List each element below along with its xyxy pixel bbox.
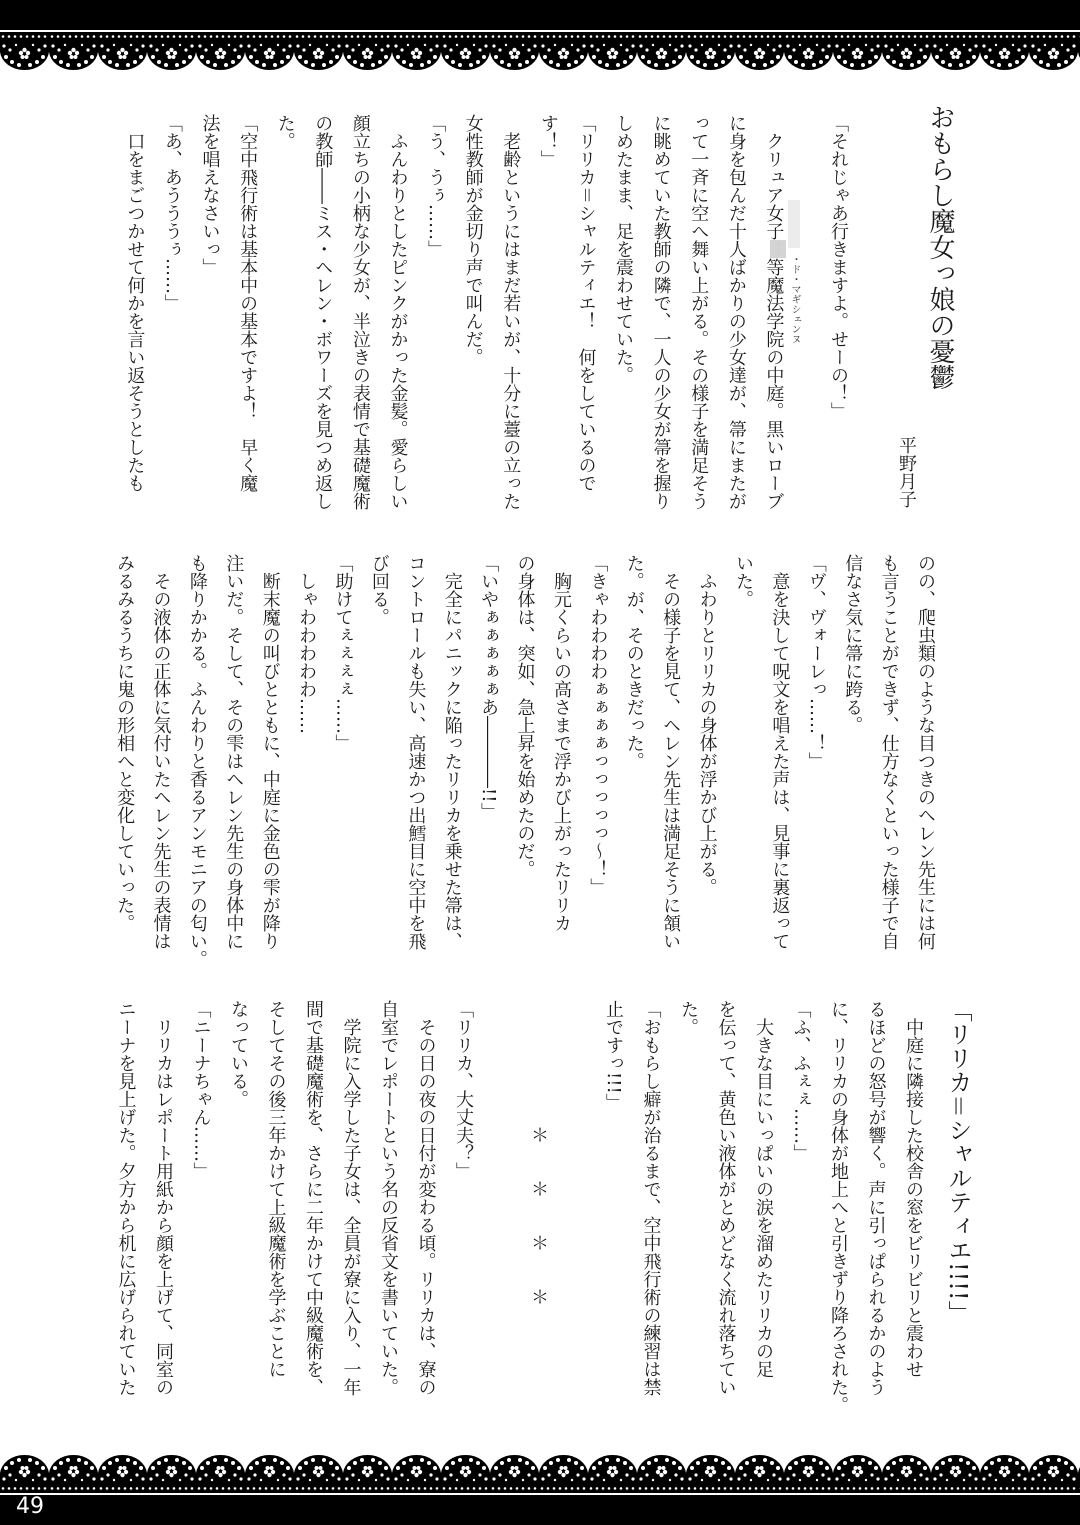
text-line: 中庭に隣接した校舎の窓をビリビリと震わせ [903, 1000, 924, 1378]
text-line: に眺めていた教師の隣で、一人の少女が箒を握り [650, 114, 672, 510]
text-line: 老齢というにはまだ若いが、十分に薹の立った [500, 114, 522, 510]
text-line: 注いだ。そして、その雫はヘレン先生の身体中に [223, 554, 245, 950]
text-segment: 等魔法学院の中庭。黒いローブ [763, 258, 785, 510]
text-line: いた。 [732, 554, 754, 608]
text-line: 「ふ、ふぇぇ……」 [790, 1000, 812, 1162]
text-line [557, 1000, 595, 1420]
lace-border-bottom [0, 1450, 1080, 1525]
text-line: 「リリカ＝シャルティエ！ 何をしているので [575, 114, 597, 492]
text-line: みるみるうちに鬼の形相へと変化していった。 [114, 554, 136, 932]
text-line: 顔立ちの小柄な少女が、半泣きの表情で基礎魔術 [349, 114, 371, 510]
text-line: そしてその後三年かけて上級魔術を学ぶことに [265, 1000, 287, 1378]
text-line [482, 1000, 520, 1420]
text-line: も言うことができず、仕方なくといった様子で自 [878, 554, 900, 950]
lace-border-top [0, 0, 1080, 75]
text-line: ＊ ＊ ＊ ＊ [528, 1000, 549, 1306]
text-line: 意を決して呪文を唱えた声は、見事に裏返って [769, 554, 791, 950]
text-line [755, 114, 793, 534]
text-line: 間で基礎魔術を、さらに二年かけて中級魔術を、 [303, 1000, 324, 1396]
text-line: コントロールも失い、高速かつ出鱈目に空中を飛 [405, 554, 427, 950]
text-line: の身体は、突如、急上昇を始めたのだ。 [514, 554, 536, 878]
redaction-bar [788, 200, 800, 248]
text-line: 「きゃわわわわぁぁぁぁっっっっっ～！」 [587, 554, 609, 896]
text-line: のの、爬虫類のような目つきのヘレン先生には何 [915, 554, 936, 950]
text-block-bottom [107, 1000, 932, 1420]
text-line: 「おもらし癖が治るまで、空中飛行術の練習は禁 [640, 1000, 662, 1396]
text-line: 信なさ気に箒に跨る。 [842, 554, 864, 734]
text-line: なっている。 [228, 1000, 249, 1108]
text-line: リリカはレポート用紙から顔を上げて、同室の [153, 1000, 174, 1396]
text-line: ふんわりとしたピンクがかった金髪。愛らしい [387, 114, 409, 510]
text-line: た。 [678, 1000, 699, 1036]
text-block-upper [116, 114, 857, 534]
text-line: 口をまごつかせて何かを言い返そうとしたも [124, 114, 146, 492]
text-line: も降りかかる。ふんわりと香るアンモニアの匂い。 [186, 554, 208, 968]
text-line: 「う、うぅ……」 [425, 114, 447, 258]
redaction-mark: [MASK] [770, 240, 786, 258]
text-line: 断末魔の叫びとともに、中庭に金色の雫が降り [259, 554, 281, 950]
text-line: 法を唱えなさいっ」 [199, 114, 221, 276]
text-block-middle [106, 554, 943, 974]
text-line: その様子を見て、ヘレン先生は満足そうに頷い [660, 554, 682, 950]
text-line: た。 [274, 114, 296, 150]
text-line: 止ですっ!!!」 [603, 1000, 624, 1112]
text-line: るほどの怒号が響く。声に引っぱられるかのよう [865, 1000, 887, 1396]
text-line: 「ヴ、ヴォーレっ……！」 [805, 554, 827, 770]
text-line: 「空中飛行術は基本中の基本ですよ！ 早く魔 [237, 114, 259, 492]
text-line: って一斉に空へ舞い上がる。その様子を満足そう [688, 114, 710, 510]
page-number: 49 [16, 1494, 44, 1519]
text-line: しめたまま、足を震わせていた。 [613, 114, 635, 384]
text-line: を伝って、黄色い液体がとめどなく流れ落ちてい [715, 1000, 737, 1396]
text-line: 「いやぁぁぁぁぁあ――――!!」 [478, 554, 500, 821]
text-line: 「リリカ、大丈夫？」 [453, 1000, 474, 1180]
story-title: おもらし魔女っ娘の憂鬱 [925, 104, 955, 390]
author-name: 平野月子 [896, 436, 917, 508]
ruby-annotation [788, 200, 802, 344]
text-line: 「それじゃあ行きますよ。せーの！」 [828, 114, 849, 420]
text-line: 女性教師が金切り声で叫んだ。 [462, 114, 484, 366]
text-line: ニーナを見上げた。夕方から机に広げられていた [115, 1000, 137, 1396]
text-line: 「ニーナちゃん……」 [190, 1000, 212, 1180]
text-line: 自室でレポートという名の反省文を書いていた。 [378, 1000, 399, 1396]
text-line: 「助けてぇぇぇぇ……」 [332, 554, 354, 752]
text-line: 学院に入学した子女は、全員が寮に入り、一年 [340, 1000, 362, 1396]
text-line: す！」 [537, 114, 559, 168]
text-line: ふわりとリリカの身体が浮かび上がる。 [696, 554, 718, 896]
text-segment: クリュア女子 [763, 114, 785, 240]
text-line: 大きな目にいっぱいの涙を溜めたリリカの足 [753, 1000, 774, 1378]
text-line: び回る。 [368, 554, 390, 626]
text-line: に、リリカの身体が地上へと引きずり降ろされた。 [828, 1000, 849, 1414]
text-line: の教師――ミス・ヘレン・ボワーズを見つめ返し [312, 114, 334, 510]
text-line: に身を包んだ十人ばかりの少女達が、箒にまたが [725, 114, 747, 510]
shout-line: 「リリカ＝シャルティエ!!!!」 [944, 998, 972, 1325]
text-line: 胸元くらいの高さまで浮かび上がったリリカ [550, 554, 572, 932]
text-line: た。が、そのときだった。 [623, 554, 645, 770]
text-line: その日の夜の日付が変わる頃。リリカは、寮の [415, 1000, 437, 1396]
ruby-text: ・ド・マギシェンヌ [789, 254, 800, 344]
text-line: しゃわわわわわ…… [296, 554, 318, 734]
text-line: 完全にパニックに陥ったリリカを乗せた箒は、 [441, 554, 463, 950]
text-line: その液体の正体に気付いたヘレン先生の表情は [150, 554, 172, 950]
text-line: 「あ、あうううぅ……」 [161, 114, 183, 312]
